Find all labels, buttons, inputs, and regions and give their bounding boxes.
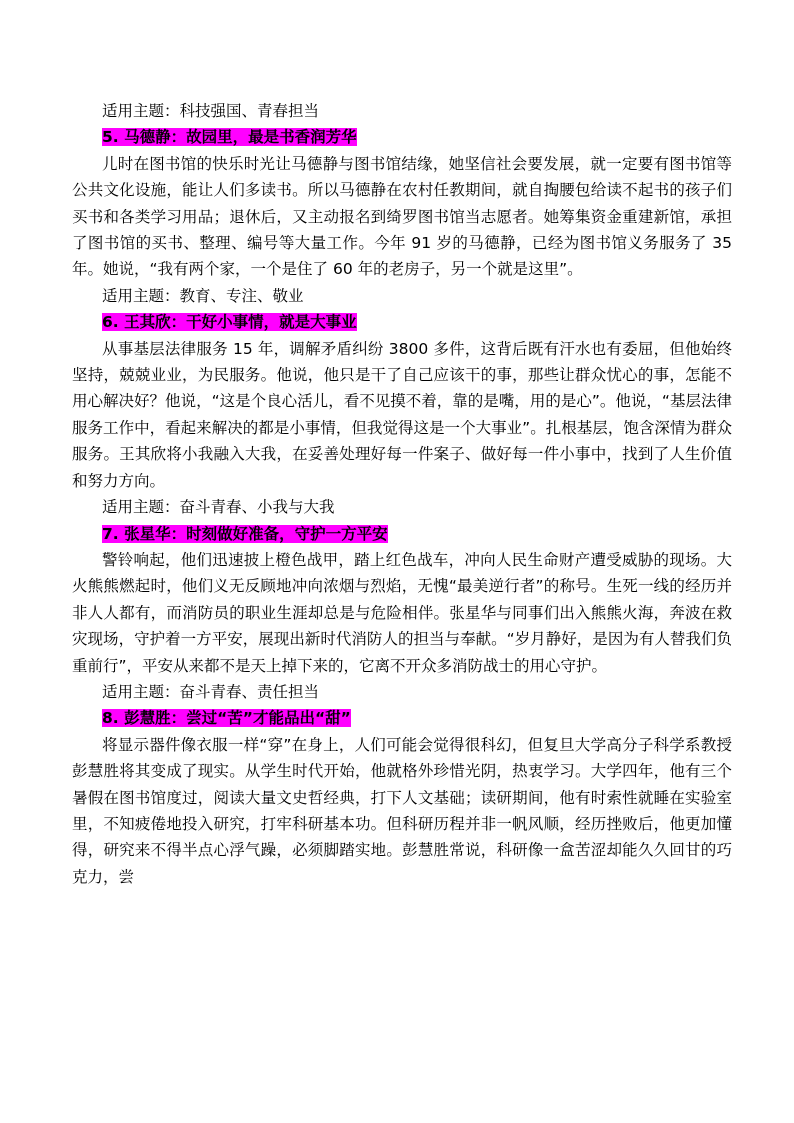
case-body: 儿时在图书馆的快乐时光让马德静与图书馆结缘，她坚信社会要发展，就一定要有图书馆等公共文化设施，能让人们多读书。所以马德静在农村任教期间，就自掏腰包给读不起书的孩子们买书和各类学习用品；退休后，又主动报名到绮罗图书馆当志愿者。她筹集资金重建新馆，承担了图书馆的买书、整理、编号等大量工作。今年 91 岁的马德静，已经为图书馆义务服务了 35 年。她说，“我有两个家，一个是住了 60 年的老房子，另一个就是这里”。 (72, 154, 732, 279)
case-heading-text: 5. 马德静：故园里，最是书香润芳华 (102, 128, 357, 147)
case-body: 将显示器件像衣服一样“穿”在身上，人们可能会觉得很科幻，但复旦大学高分子科学系教授彭慧胜将其变成了现实。从学生时代开始，他就格外珍惜光阴，热衷学习。大学四年，他有三个暑假在图书馆度过，阅读大量文史哲经典，打下人文基础；读研期间，他有时索性就睡在实验室里，不知疲倦地投入研究，打牢科研基本功。但科研历程并非一帆风顺，经历挫败后，他更加懂得，研究来不得半点心浮气躁，必须脚踏实地。彭慧胜常说，科研像一盒苦涩却能久久回甘的巧克力，尝 (72, 735, 732, 886)
theme-line: 适用主题：奋斗青春、责任担当 (102, 682, 320, 701)
case-body: 警铃响起，他们迅速披上橙色战甲，踏上红色战车，冲向人民生命财产遭受威胁的现场。大火熊熊燃起时，他们义无反顾地冲向浓烟与烈焰，无愧“最美逆行者”的称号。生死一线的经历并非人人都有，而消防员的职业生涯却总是与危险相伴。张星华与同事们出入熊熊火海，奔波在救灾现场，守护着一方平安，展现出新时代消防人的担当与奉献。“岁月静好，是因为有人替我们负重前行”，平安从来都不是天上掉下来的，它离不开众多消防战士的用心守护。 (72, 550, 732, 675)
case-heading (72, 521, 732, 547)
case-heading-text: 6. 王其欣：干好小事情，就是大事业 (102, 313, 357, 332)
case-heading-text: 7. 张星华：时刻做好准备，守护一方平安 (102, 524, 388, 543)
case-heading (72, 124, 732, 150)
case-body: 从事基层法律服务 15 年，调解矛盾纠纷 3800 多件，这背后既有汗水也有委屈，但他始终坚持，兢兢业业，为民服务。他说，他只是干了自己应该干的事，那些让群众忧心的事，怎能不用心解决好？他说，“这是个良心活儿，看不见摸不着，靠的是嘴，用的是心”。他说，“基层法律服务工作中，看起来解决的都是小事情，但我觉得这是一个大事业”。扎根基层，饱含深情为群众服务。王其欣将小我融入大我，在妥善处理好每一件案子、做好每一件小事中，找到了人生价值和努力方向。 (72, 339, 732, 490)
theme-line: 适用主题：科技强国、青春担当 (102, 102, 320, 120)
case-heading (72, 705, 732, 731)
case-heading-text: 8. 彭慧胜：尝过“苦”才能品出“甜” (102, 709, 351, 728)
document-content (72, 98, 732, 890)
theme-line: 适用主题：教育、专注、敬业 (102, 286, 304, 305)
theme-line: 适用主题：奋斗青春、小我与大我 (102, 498, 335, 517)
case-heading (72, 309, 732, 335)
